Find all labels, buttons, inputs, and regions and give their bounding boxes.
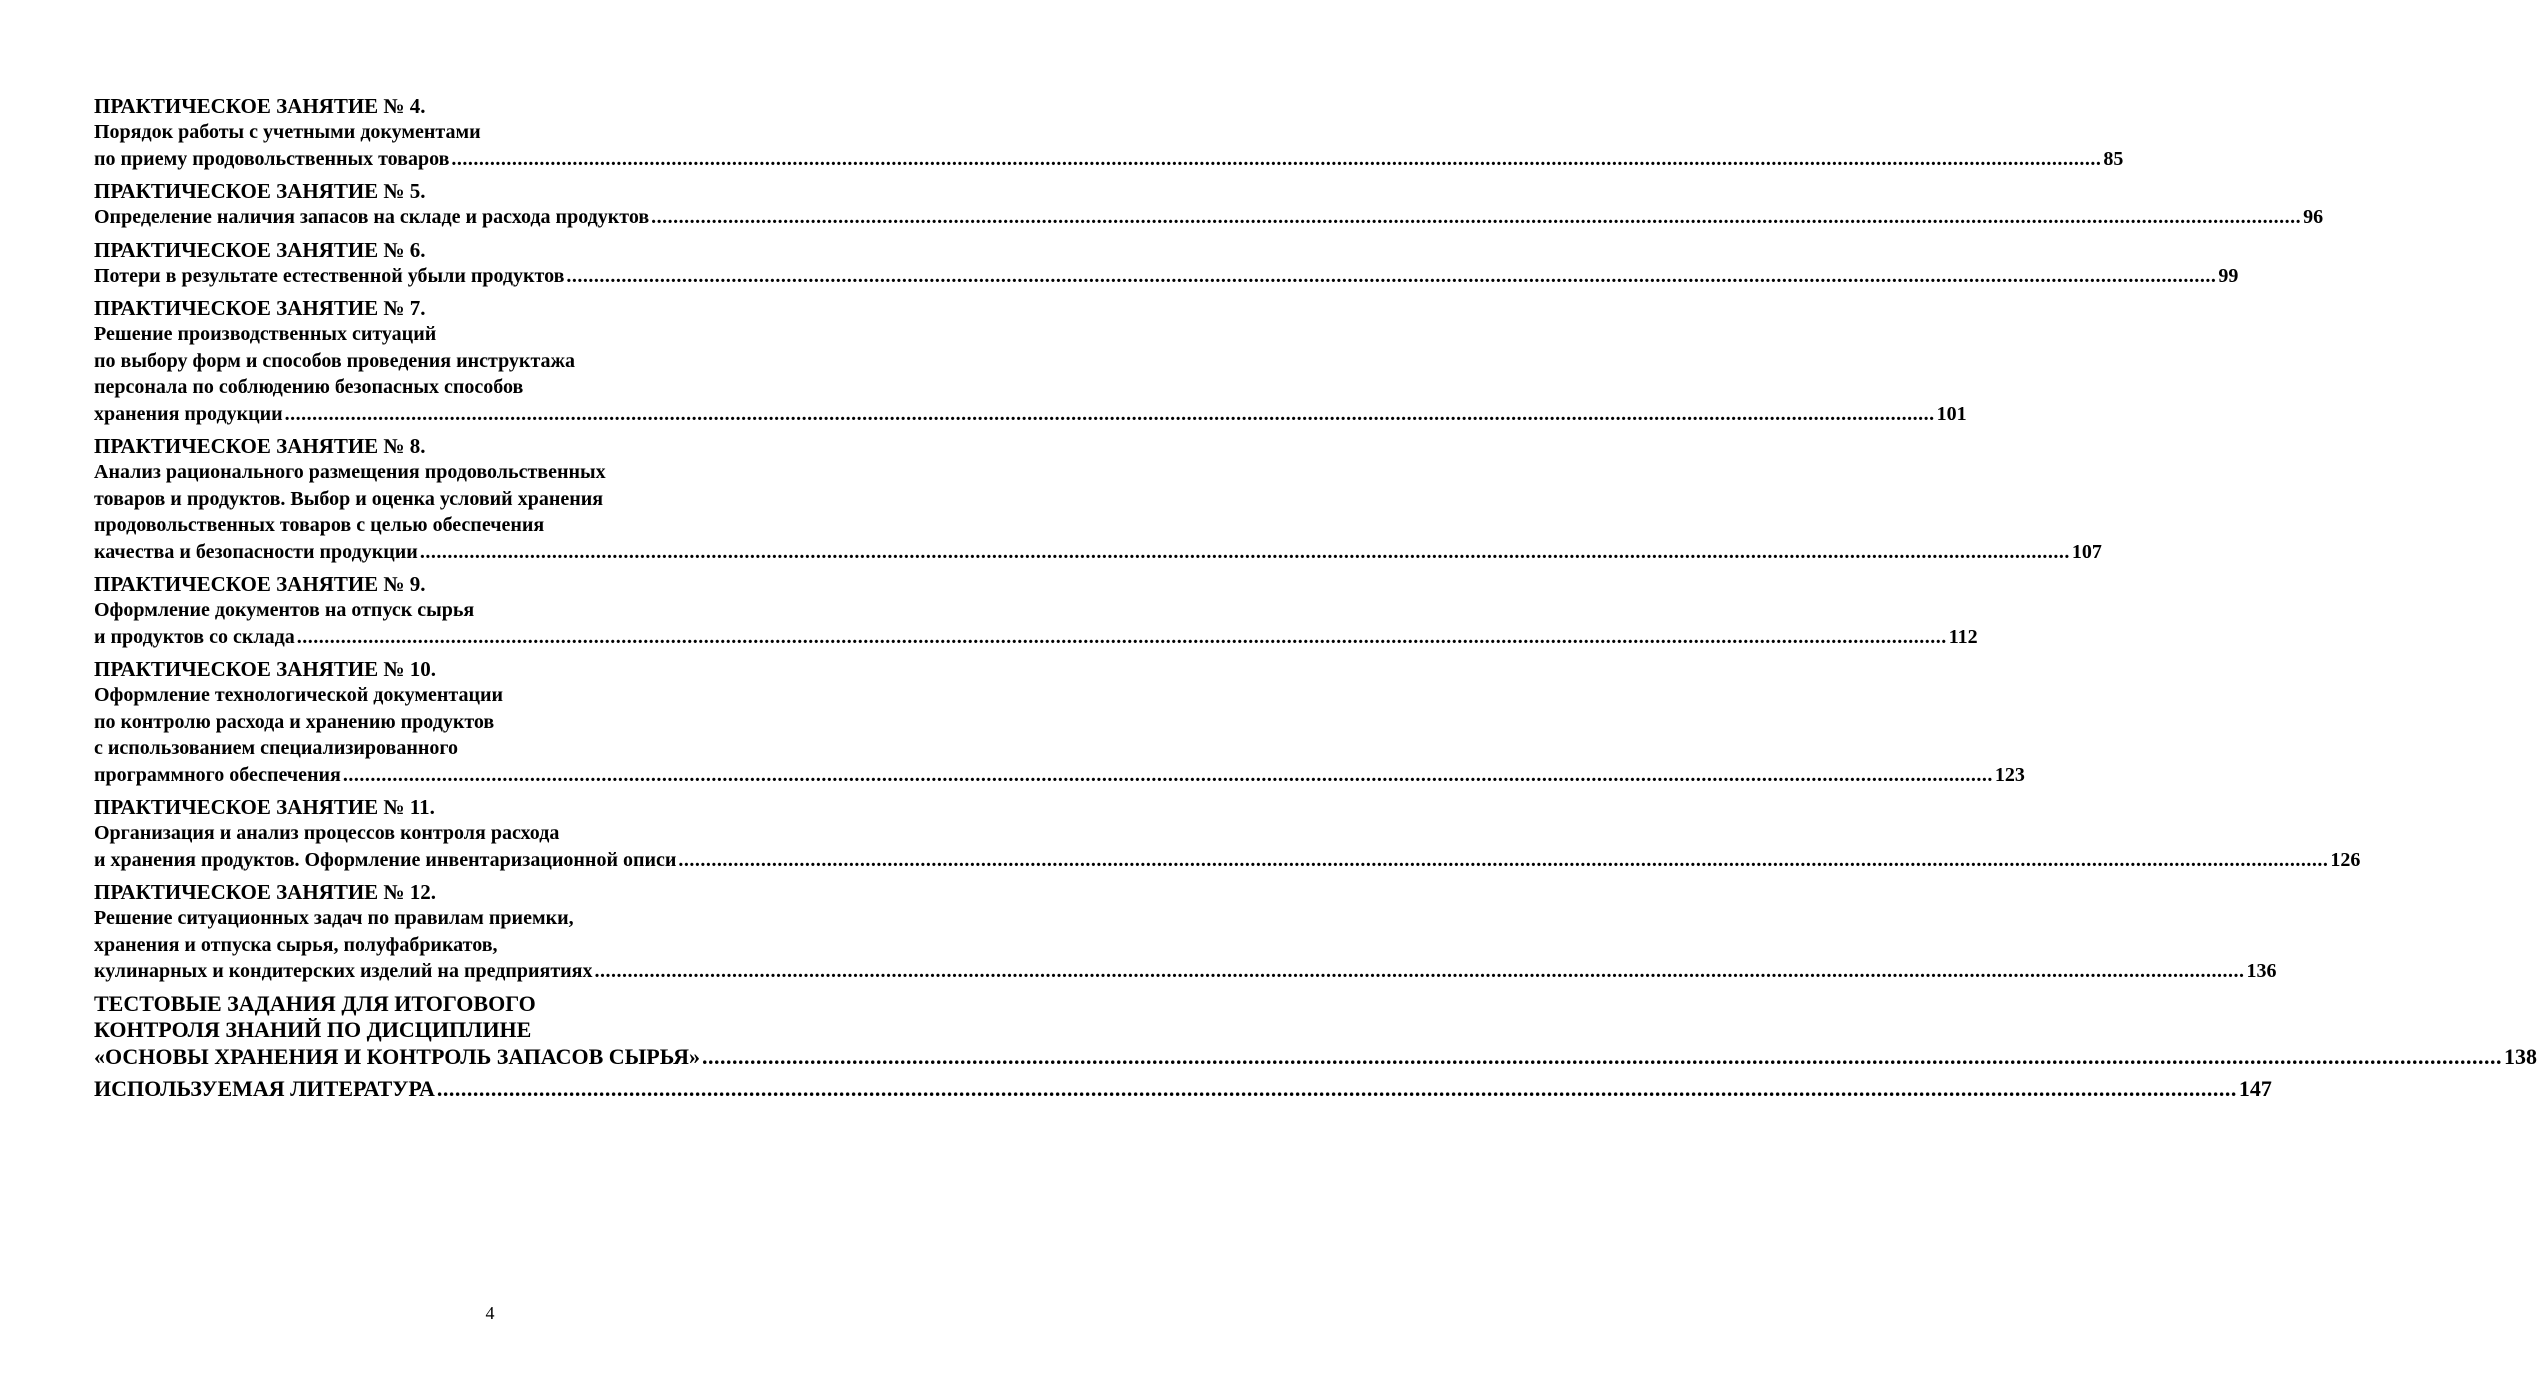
- entry-title-line: «ОСНОВЫ ХРАНЕНИЯ И КОНТРОЛЬ ЗАПАСОВ СЫРЬЯ»: [94, 1043, 700, 1069]
- page-ref: 123: [1994, 763, 2025, 786]
- page-ref: 99: [2218, 264, 2239, 287]
- entry-leader-line: [94, 401, 1967, 428]
- entry-leader-line: [94, 1043, 2537, 1071]
- entry-leader-line: [94, 847, 2361, 874]
- entry-title-line: Организация и анализ процессов контроля расхода: [94, 822, 560, 844]
- entry-title-line: с использованием специализированного: [94, 737, 458, 759]
- entry-heading: ПРАКТИЧЕСКОЕ ЗАНЯТИЕ № 9.: [94, 572, 426, 596]
- entry-title-line: Анализ рационального размещения продовольственных: [94, 461, 606, 483]
- entry-heading: ПРАКТИЧЕСКОЕ ЗАНЯТИЕ № 8.: [94, 434, 426, 458]
- entry-heading: ПРАКТИЧЕСКОЕ ЗАНЯТИЕ № 12.: [94, 880, 437, 904]
- dot-leader: ............................................................................................................................................................................................................................................................................................................: [451, 147, 2102, 170]
- entry-title-line: Определение наличия запасов на складе и расхода продуктов: [94, 206, 650, 228]
- dot-leader: ............................................................................................................................................................................................................................................................................................................: [284, 402, 1935, 425]
- entry-heading: ПРАКТИЧЕСКОЕ ЗАНЯТИЕ № 5.: [94, 179, 426, 203]
- entry-title-line: кулинарных и кондитерских изделий на предприятиях: [94, 960, 593, 982]
- toc-entry-practice-9: [94, 571, 1978, 650]
- dot-leader: ............................................................................................................................................................................................................................................................................................................: [701, 1043, 2502, 1069]
- page-number: 4: [485, 1303, 495, 1323]
- toc-entry-tests: [94, 990, 2537, 1071]
- dot-leader: ............................................................................................................................................................................................................................................................................................................: [342, 763, 1993, 786]
- entry-heading: ТЕСТОВЫЕ ЗАДАНИЯ ДЛЯ ИТОГОВОГО: [94, 990, 536, 1016]
- entry-title-line: по приему продовольственных товаров: [94, 147, 450, 170]
- toc-entry-practice-11: [94, 794, 2361, 873]
- page-ref: 107: [2071, 540, 2102, 563]
- dot-leader: ............................................................................................................................................................................................................................................................................................................: [594, 960, 2245, 982]
- entry-leader-line: [94, 958, 2277, 985]
- entry-heading: КОНТРОЛЯ ЗНАНИЙ ПО ДИСЦИПЛИНЕ: [94, 1017, 532, 1042]
- entry-title-line: Оформление документов на отпуск сырья: [94, 599, 475, 621]
- toc-entry-practice-8: [94, 433, 2102, 565]
- entry-leader-line: [94, 146, 2124, 173]
- entry-title-line: Решение производственных ситуаций: [94, 323, 437, 345]
- entry-title-line: и продуктов со склада: [94, 625, 295, 648]
- entry-title-line: ИСПОЛЬЗУЕМАЯ ЛИТЕРАТУРА: [94, 1076, 435, 1101]
- entry-title-line: по выбору форм и способов проведения инструктажа: [94, 349, 576, 372]
- entry-heading: ПРАКТИЧЕСКОЕ ЗАНЯТИЕ № 7.: [94, 296, 426, 320]
- page-ref: 96: [2303, 206, 2324, 228]
- page-ref: 138: [2503, 1043, 2537, 1069]
- entry-title-line: продовольственных товаров с целью обеспечения: [94, 514, 545, 536]
- toc-entry-practice-6: [94, 237, 2239, 290]
- entry-leader-line: [94, 1076, 2272, 1103]
- entry-title-line: Оформление технологической документации: [94, 684, 504, 706]
- entry-title-line: программного обеспечения: [94, 763, 341, 786]
- toc-entry-practice-7: [94, 295, 1967, 427]
- entry-title-line: по контролю расхода и хранению продуктов: [94, 710, 495, 733]
- entry-title-line: Потери в результате естественной убыли продуктов: [94, 264, 565, 287]
- entry-title-line: Решение ситуационных задач по правилам приемки,: [94, 907, 574, 929]
- entry-title-line: персонала по соблюдению безопасных способов: [94, 376, 524, 398]
- entry-heading: ПРАКТИЧЕСКОЕ ЗАНЯТИЕ № 10.: [94, 657, 437, 681]
- toc-entry-practice-10: [94, 656, 2025, 788]
- page-ref: 147: [2238, 1076, 2272, 1101]
- entry-heading: ПРАКТИЧЕСКОЕ ЗАНЯТИЕ № 4.: [94, 94, 426, 118]
- entry-leader-line: [94, 624, 1978, 651]
- dot-leader: ............................................................................................................................................................................................................................................................................................................: [436, 1076, 2237, 1101]
- dot-leader: ............................................................................................................................................................................................................................................................................................................: [651, 206, 2302, 228]
- entry-title-line: хранения продукции: [94, 402, 283, 425]
- entry-heading: ПРАКТИЧЕСКОЕ ЗАНЯТИЕ № 6.: [94, 237, 426, 262]
- dot-leader: ............................................................................................................................................................................................................................................................................................................: [678, 848, 2329, 871]
- entry-leader-line: [94, 539, 2102, 566]
- toc-entry-literature: [94, 1076, 2272, 1103]
- entry-title-line: Порядок работы с учетными документами: [94, 121, 481, 143]
- dot-leader: ............................................................................................................................................................................................................................................................................................................: [419, 540, 2070, 563]
- entry-leader-line: [94, 263, 2239, 290]
- entry-title-line: товаров и продуктов. Выбор и оценка условий хранения: [94, 487, 604, 510]
- toc-entry-practice-5: [94, 178, 2324, 231]
- entry-title-line: хранения и отпуска сырья, полуфабрикатов,: [94, 933, 498, 956]
- toc-entry-practice-4: [94, 93, 2124, 172]
- page-ref: 85: [2103, 147, 2124, 170]
- entry-leader-line: [94, 204, 2324, 231]
- dot-leader: ............................................................................................................................................................................................................................................................................................................: [566, 264, 2217, 287]
- page-ref: 126: [2330, 848, 2361, 871]
- entry-title-line: качества и безопасности продукции: [94, 540, 418, 563]
- table-of-contents: [94, 93, 2537, 1109]
- toc-entry-practice-12: [94, 879, 2277, 985]
- page-ref: 112: [1948, 625, 1978, 648]
- page-ref: 136: [2246, 960, 2277, 982]
- dot-leader: ............................................................................................................................................................................................................................................................................................................: [296, 625, 1947, 648]
- page-ref: 101: [1936, 402, 1967, 425]
- entry-heading: ПРАКТИЧЕСКОЕ ЗАНЯТИЕ № 11.: [94, 795, 435, 819]
- entry-title-line: и хранения продуктов. Оформление инвентаризационной описи: [94, 848, 677, 871]
- entry-leader-line: [94, 762, 2025, 789]
